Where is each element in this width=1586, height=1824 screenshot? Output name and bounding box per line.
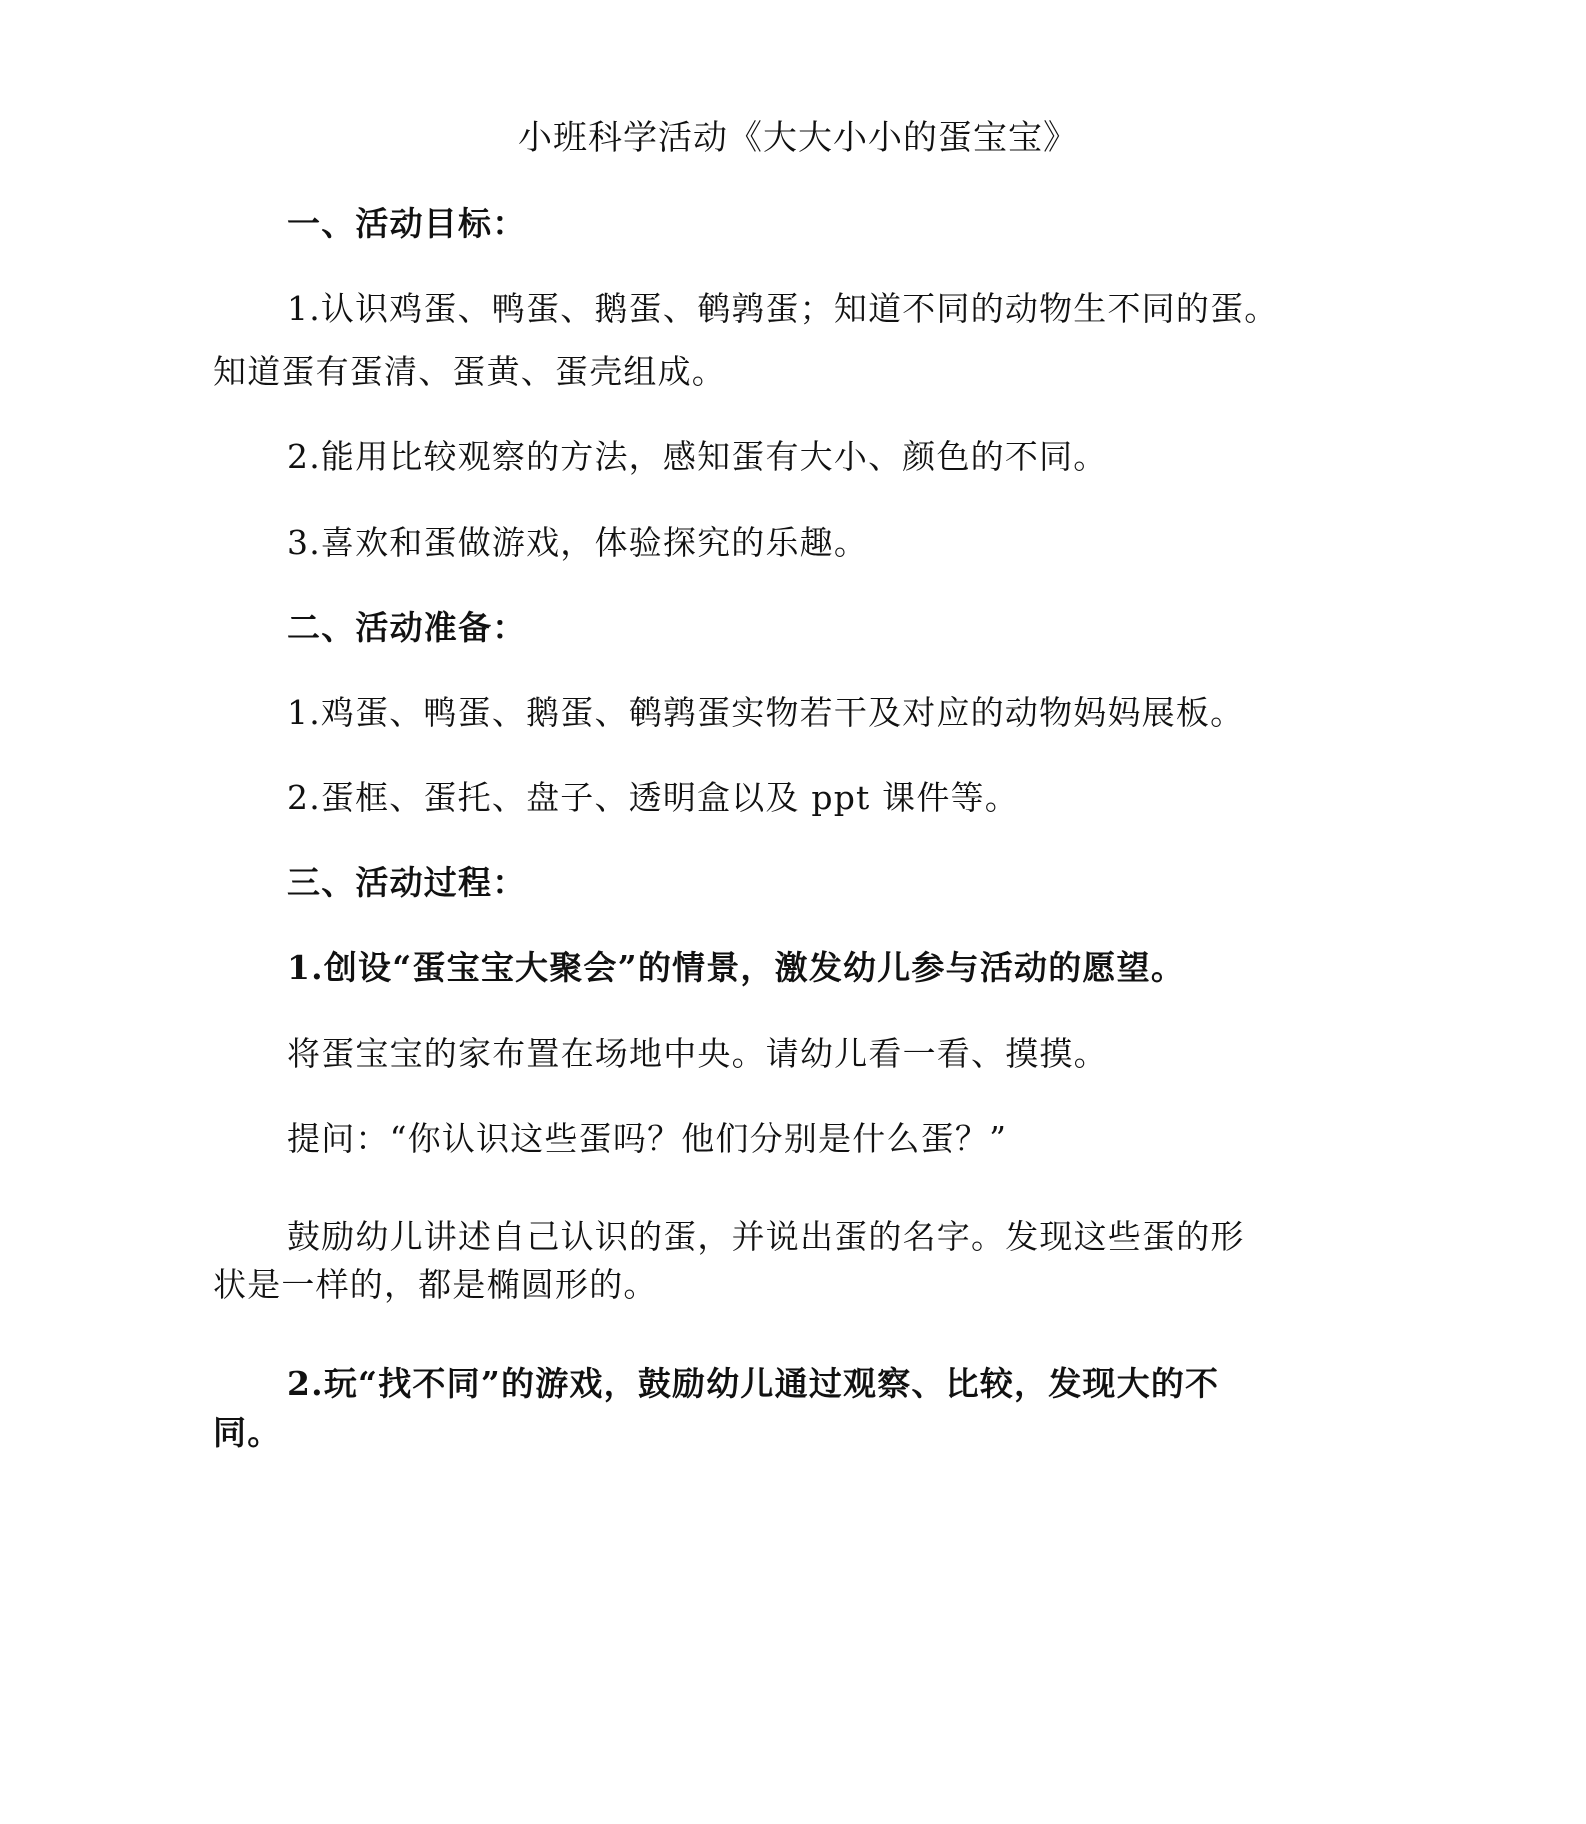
process-step-2-heading-line-2: 同。 (213, 1413, 282, 1452)
process-step-1-heading: 1.创设“蛋宝宝大聚会”的情景，激发幼儿参与活动的愿望。 (287, 948, 1186, 987)
section-heading-preparation: 二、活动准备： (287, 608, 527, 647)
process-paragraph-setup: 将蛋宝宝的家布置在场地中央。请幼儿看一看、摸摸。 (287, 1034, 1108, 1073)
process-paragraph-encourage-line-2: 状是一样的，都是椭圆形的。 (213, 1265, 658, 1304)
prep-2: 2.蛋框、蛋托、盘子、透明盒以及 ppt 课件等。 (287, 778, 1019, 817)
process-step-2-heading-line-1: 2.玩“找不同”的游戏，鼓励幼儿通过观察、比较，发现大的不 (287, 1364, 1220, 1403)
goal-3: 3.喜欢和蛋做游戏，体验探究的乐趣。 (287, 523, 869, 562)
process-paragraph-encourage-line-1: 鼓励幼儿讲述自己认识的蛋，并说出蛋的名字。发现这些蛋的形 (287, 1217, 1245, 1256)
goal-1-line-2: 知道蛋有蛋清、蛋黄、蛋壳组成。 (213, 352, 726, 391)
process-paragraph-question: 提问：“你认识这些蛋吗？他们分别是什么蛋？” (287, 1119, 1008, 1158)
section-heading-process: 三、活动过程： (287, 863, 527, 902)
document-title: 小班科学活动《大大小小的蛋宝宝》 (518, 118, 1078, 158)
goal-2: 2.能用比较观察的方法，感知蛋有大小、颜色的不同。 (287, 437, 1108, 476)
goal-1-line-1: 1.认识鸡蛋、鸭蛋、鹅蛋、鹌鹑蛋；知道不同的动物生不同的蛋。 (287, 289, 1279, 328)
section-heading-goals: 一、活动目标： (287, 204, 527, 243)
prep-1: 1.鸡蛋、鸭蛋、鹅蛋、鹌鹑蛋实物若干及对应的动物妈妈展板。 (287, 693, 1245, 732)
